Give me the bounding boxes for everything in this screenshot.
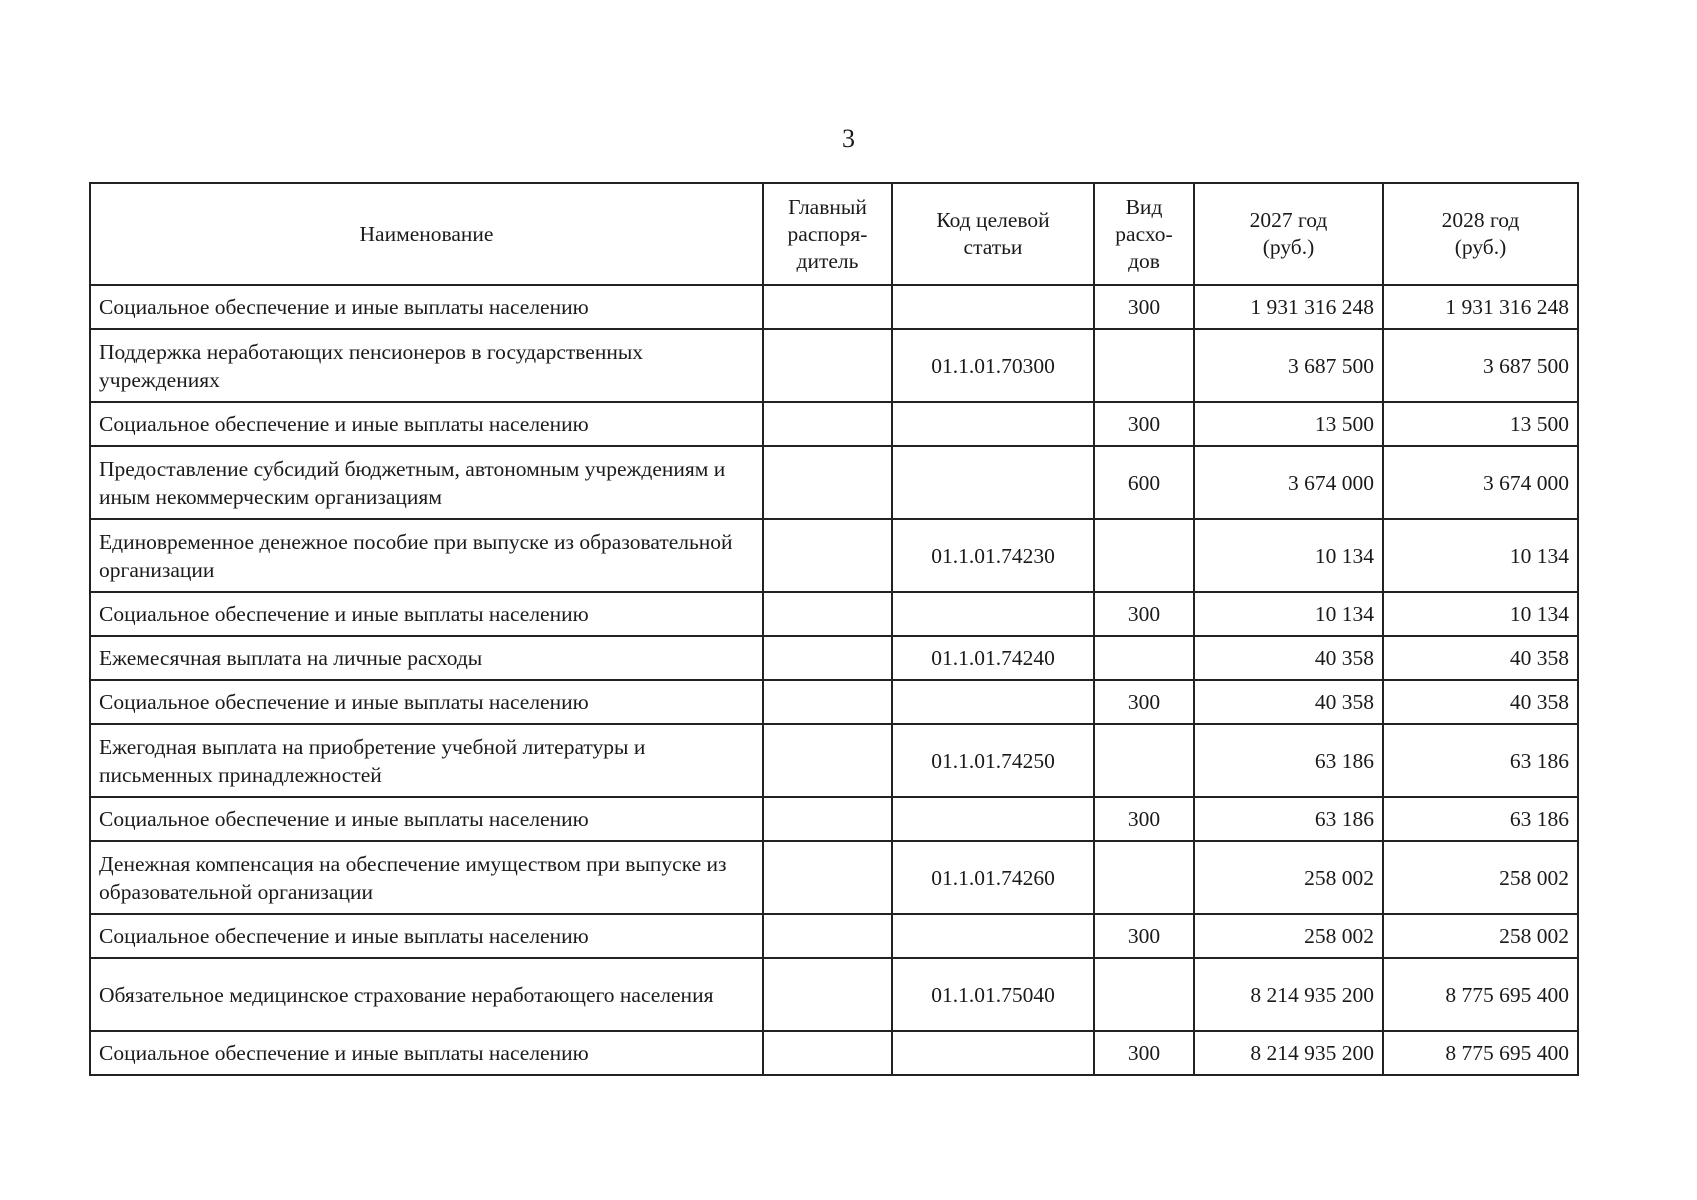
cell-name: Поддержка неработающих пенсионеров в государственных учреждениях	[90, 329, 763, 402]
cell-manager	[763, 797, 892, 841]
cell-type	[1094, 724, 1194, 797]
cell-code: 01.1.01.74240	[892, 636, 1094, 680]
cell-2028: 258 002	[1383, 841, 1578, 914]
cell-code	[892, 680, 1094, 724]
cell-name: Обязательное медицинское страхование неработающего населения	[90, 958, 763, 1031]
cell-type	[1094, 636, 1194, 680]
table-row	[90, 285, 1578, 329]
cell-code: 01.1.01.70300	[892, 329, 1094, 402]
cell-code: 01.1.01.74230	[892, 519, 1094, 592]
cell-name: Социальное обеспечение и иные выплаты населению	[90, 1031, 763, 1075]
header-name: Наименование	[90, 183, 763, 285]
cell-type	[1094, 958, 1194, 1031]
cell-code: 01.1.01.74260	[892, 841, 1094, 914]
cell-code	[892, 592, 1094, 636]
cell-manager	[763, 680, 892, 724]
cell-name: Социальное обеспечение и иные выплаты населению	[90, 285, 763, 329]
cell-2028: 8 775 695 400	[1383, 1031, 1578, 1075]
table-row	[90, 446, 1578, 519]
table-row	[90, 402, 1578, 446]
cell-2028: 3 674 000	[1383, 446, 1578, 519]
header-manager: Главный распоря- дитель	[763, 183, 892, 285]
cell-2027: 40 358	[1194, 636, 1383, 680]
cell-name: Социальное обеспечение и иные выплаты населению	[90, 592, 763, 636]
cell-2027: 63 186	[1194, 797, 1383, 841]
table-row	[90, 914, 1578, 958]
cell-code	[892, 914, 1094, 958]
cell-manager	[763, 841, 892, 914]
cell-name: Ежегодная выплата на приобретение учебной литературы и письменных принадлежностей	[90, 724, 763, 797]
cell-2027: 10 134	[1194, 592, 1383, 636]
cell-2028: 63 186	[1383, 724, 1578, 797]
cell-2027: 8 214 935 200	[1194, 1031, 1383, 1075]
cell-type: 300	[1094, 402, 1194, 446]
cell-2027: 1 931 316 248	[1194, 285, 1383, 329]
cell-manager	[763, 914, 892, 958]
cell-code	[892, 285, 1094, 329]
table-row	[90, 797, 1578, 841]
header-2028: 2028 год (руб.)	[1383, 183, 1578, 285]
table-header-row	[90, 183, 1578, 285]
cell-manager	[763, 958, 892, 1031]
cell-manager	[763, 1031, 892, 1075]
cell-type: 300	[1094, 797, 1194, 841]
cell-2028: 258 002	[1383, 914, 1578, 958]
cell-code	[892, 1031, 1094, 1075]
budget-table	[89, 182, 1579, 1076]
table-row	[90, 841, 1578, 914]
cell-manager	[763, 329, 892, 402]
cell-2028: 63 186	[1383, 797, 1578, 841]
cell-name: Денежная компенсация на обеспечение имуществом при выпуске из образовательной организации	[90, 841, 763, 914]
cell-name: Социальное обеспечение и иные выплаты населению	[90, 914, 763, 958]
table-row	[90, 329, 1578, 402]
cell-code	[892, 446, 1094, 519]
table-row	[90, 958, 1578, 1031]
cell-code: 01.1.01.75040	[892, 958, 1094, 1031]
table-row	[90, 680, 1578, 724]
cell-name: Социальное обеспечение и иные выплаты населению	[90, 402, 763, 446]
cell-2028: 8 775 695 400	[1383, 958, 1578, 1031]
cell-2027: 258 002	[1194, 914, 1383, 958]
cell-2027: 8 214 935 200	[1194, 958, 1383, 1031]
cell-name: Социальное обеспечение и иные выплаты населению	[90, 680, 763, 724]
cell-code: 01.1.01.74250	[892, 724, 1094, 797]
cell-2028: 40 358	[1383, 636, 1578, 680]
table-row	[90, 636, 1578, 680]
cell-manager	[763, 724, 892, 797]
cell-manager	[763, 519, 892, 592]
cell-type: 600	[1094, 446, 1194, 519]
cell-type	[1094, 329, 1194, 402]
cell-type: 300	[1094, 680, 1194, 724]
cell-2027: 3 687 500	[1194, 329, 1383, 402]
page-number: 3	[842, 124, 855, 153]
cell-2028: 1 931 316 248	[1383, 285, 1578, 329]
header-type: Вид расхо- дов	[1094, 183, 1194, 285]
cell-code	[892, 402, 1094, 446]
cell-name: Единовременное денежное пособие при выпуске из образовательной организации	[90, 519, 763, 592]
cell-2027: 63 186	[1194, 724, 1383, 797]
cell-manager	[763, 636, 892, 680]
cell-type: 300	[1094, 285, 1194, 329]
table-row	[90, 592, 1578, 636]
cell-name: Предоставление субсидий бюджетным, автономным учреждениям и иным некоммерческим организациям	[90, 446, 763, 519]
cell-code	[892, 797, 1094, 841]
cell-name: Ежемесячная выплата на личные расходы	[90, 636, 763, 680]
cell-2027: 13 500	[1194, 402, 1383, 446]
cell-type	[1094, 841, 1194, 914]
table-row	[90, 519, 1578, 592]
cell-2028: 13 500	[1383, 402, 1578, 446]
header-code: Код целевой статьи	[892, 183, 1094, 285]
table-row	[90, 1031, 1578, 1075]
cell-manager	[763, 592, 892, 636]
cell-manager	[763, 402, 892, 446]
cell-2028: 3 687 500	[1383, 329, 1578, 402]
header-2027: 2027 год (руб.)	[1194, 183, 1383, 285]
cell-2027: 3 674 000	[1194, 446, 1383, 519]
cell-manager	[763, 446, 892, 519]
cell-manager	[763, 285, 892, 329]
cell-type: 300	[1094, 1031, 1194, 1075]
cell-2027: 10 134	[1194, 519, 1383, 592]
cell-type: 300	[1094, 592, 1194, 636]
cell-2027: 40 358	[1194, 680, 1383, 724]
cell-2028: 10 134	[1383, 519, 1578, 592]
cell-2027: 258 002	[1194, 841, 1383, 914]
table-body	[90, 285, 1578, 1075]
cell-type	[1094, 519, 1194, 592]
cell-name: Социальное обеспечение и иные выплаты населению	[90, 797, 763, 841]
cell-2028: 10 134	[1383, 592, 1578, 636]
table-row	[90, 724, 1578, 797]
cell-2028: 40 358	[1383, 680, 1578, 724]
cell-type: 300	[1094, 914, 1194, 958]
